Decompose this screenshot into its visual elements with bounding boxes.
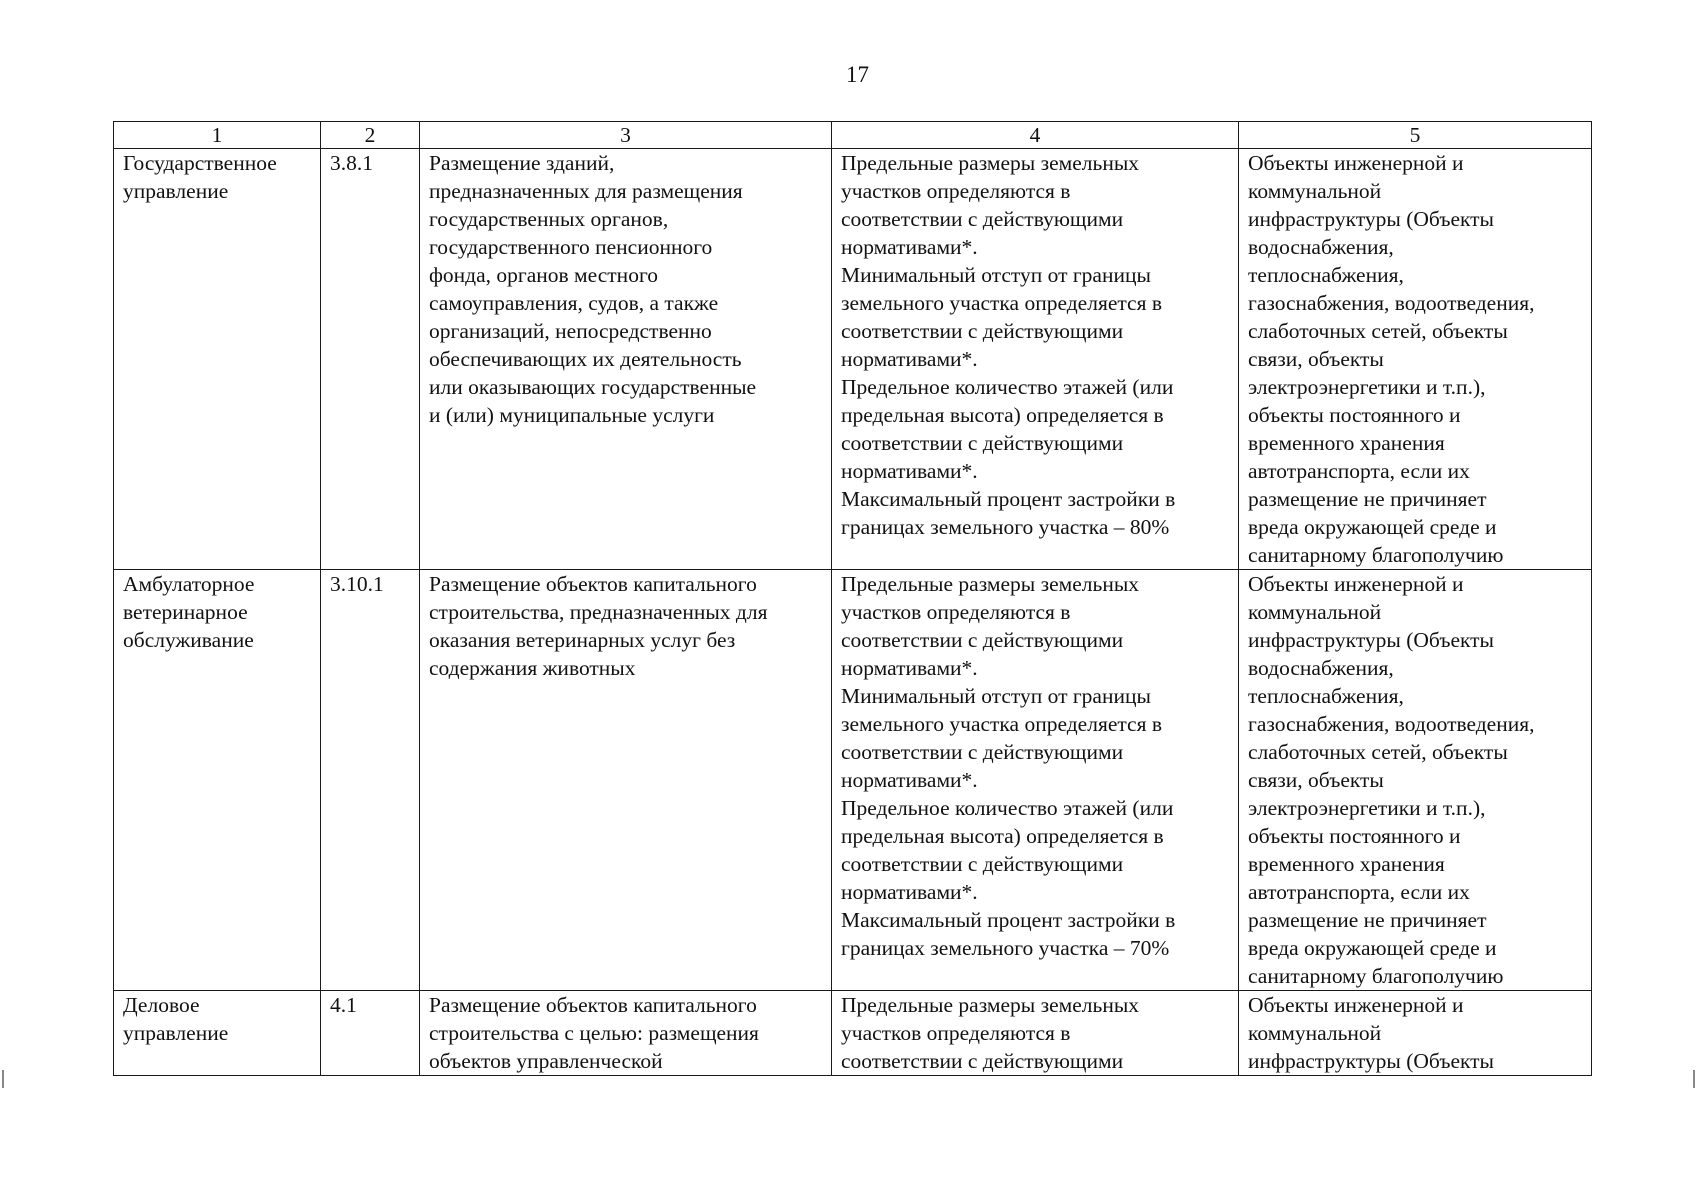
cell-auxiliary-line: размещение не причиняет: [1248, 908, 1487, 932]
cell-auxiliary-line: связи, объекты: [1248, 768, 1384, 792]
cell-parameters-line: нормативами*.: [841, 768, 978, 792]
cell-parameters-line: предельная высота) определяется в: [841, 824, 1164, 848]
cell-name: [114, 570, 321, 991]
cell-auxiliary-line: связи, объекты: [1248, 347, 1384, 371]
column-header-2: 2: [321, 122, 420, 149]
column-header-3: 3: [420, 122, 832, 149]
cell-auxiliary-line: объекты постоянного и: [1248, 824, 1461, 848]
cell-description-line: организаций, непосредственно: [429, 319, 712, 343]
cell-description-line: и (или) муниципальные услуги: [429, 403, 715, 427]
cell-parameters-line: Минимальный отступ от границы: [841, 263, 1151, 287]
cell-parameters: [832, 149, 1239, 570]
cell-auxiliary-line: коммунальной: [1248, 179, 1382, 203]
cell-auxiliary-line: инфраструктуры (Объекты: [1248, 207, 1495, 231]
cell-name-line: Деловое: [123, 993, 200, 1017]
cell-auxiliary-line: размещение не причиняет: [1248, 487, 1487, 511]
cell-parameters-line: нормативами*.: [841, 656, 978, 680]
cell-name: [114, 991, 321, 1076]
cell-description-line: Размещение объектов капитального: [429, 993, 757, 1017]
cell-auxiliary-line: водоснабжения,: [1248, 656, 1394, 680]
cell-auxiliary-line: автотранспорта, если их: [1248, 880, 1470, 904]
cell-auxiliary-line: газоснабжения, водоотведения,: [1248, 712, 1535, 736]
cell-auxiliary-line: Объекты инженерной и: [1248, 993, 1464, 1017]
cell-name-line: Государственное: [123, 151, 277, 175]
cell-auxiliary-line: коммунальной: [1248, 1021, 1382, 1045]
cell-parameters-line: Предельное количество этажей (или: [841, 796, 1174, 820]
cell-auxiliary-line: электроэнергетики и т.п.),: [1248, 375, 1486, 399]
scan-mark-right: [1693, 1070, 1695, 1088]
cell-auxiliary: [1239, 570, 1592, 991]
cell-parameters-line: Предельное количество этажей (или: [841, 375, 1174, 399]
cell-auxiliary-line: теплоснабжения,: [1248, 684, 1404, 708]
scan-mark-left: [2, 1070, 4, 1088]
cell-auxiliary-line: временного хранения: [1248, 431, 1445, 455]
cell-description-line: Размещение зданий,: [429, 151, 615, 175]
column-header-1: 1: [114, 122, 321, 149]
cell-description-line: строительства с целью: размещения: [429, 1021, 759, 1045]
cell-parameters-line: земельного участка определяется в: [841, 712, 1162, 736]
cell-description-line: содержания животных: [429, 656, 636, 680]
cell-parameters-line: нормативами*.: [841, 880, 978, 904]
cell-auxiliary-line: слаботочных сетей, объекты: [1248, 740, 1508, 764]
cell-parameters-line: Минимальный отступ от границы: [841, 684, 1151, 708]
cell-code: 4.1: [321, 991, 420, 1076]
cell-description-line: государственных органов,: [429, 207, 669, 231]
cell-description-line: объектов управленческой: [429, 1049, 663, 1073]
page-number: 17: [846, 62, 869, 87]
cell-auxiliary: [1239, 991, 1592, 1076]
cell-parameters-line: границах земельного участка – 70%: [841, 936, 1170, 960]
cell-description-line: обеспечивающих их деятельность: [429, 347, 742, 371]
cell-parameters-line: участков определяются в: [841, 600, 1071, 624]
cell-parameters-line: Максимальный процент застройки в: [841, 908, 1176, 932]
cell-parameters-line: соответствии с действующими: [841, 852, 1124, 876]
cell-auxiliary-line: Объекты инженерной и: [1248, 151, 1464, 175]
cell-description-line: предназначенных для размещения: [429, 179, 743, 203]
cell-name-line: Амбулаторное: [123, 572, 255, 596]
cell-parameters-line: соответствии с действующими: [841, 740, 1124, 764]
cell-parameters-line: земельного участка определяется в: [841, 291, 1162, 315]
cell-auxiliary-line: санитарному благополучию: [1248, 543, 1504, 567]
cell-name-line: обслуживание: [123, 628, 254, 652]
cell-parameters-line: соответствии с действующими: [841, 207, 1124, 231]
cell-description-line: строительства, предназначенных для: [429, 600, 768, 624]
cell-name-line: управление: [123, 1021, 229, 1045]
cell-parameters-line: нормативами*.: [841, 347, 978, 371]
cell-parameters-line: Максимальный процент застройки в: [841, 487, 1176, 511]
cell-parameters-line: предельная высота) определяется в: [841, 403, 1164, 427]
cell-parameters-line: Предельные размеры земельных: [841, 993, 1140, 1017]
table-row: [114, 570, 1592, 991]
cell-description: [420, 149, 832, 570]
column-header-4: 4: [832, 122, 1239, 149]
cell-auxiliary-line: санитарному благополучию: [1248, 964, 1504, 988]
cell-description-line: оказания ветеринарных услуг без: [429, 628, 736, 652]
cell-description-line: Размещение объектов капитального: [429, 572, 757, 596]
cell-parameters-line: соответствии с действующими: [841, 431, 1124, 455]
cell-auxiliary-line: объекты постоянного и: [1248, 403, 1461, 427]
column-header-5: 5: [1239, 122, 1592, 149]
cell-auxiliary-line: инфраструктуры (Объекты: [1248, 1049, 1495, 1073]
cell-auxiliary-line: теплоснабжения,: [1248, 263, 1404, 287]
cell-auxiliary-line: вреда окружающей среде и: [1248, 936, 1497, 960]
cell-parameters-line: нормативами*.: [841, 459, 978, 483]
cell-description-line: фонда, органов местного: [429, 263, 658, 287]
cell-auxiliary-line: Объекты инженерной и: [1248, 572, 1464, 596]
cell-parameters-line: соответствии с действующими: [841, 319, 1124, 343]
table-row: [114, 991, 1592, 1076]
cell-code: 3.8.1: [321, 149, 420, 570]
cell-auxiliary: [1239, 149, 1592, 570]
cell-description-line: или оказывающих государственные: [429, 375, 757, 399]
cell-name-line: ветеринарное: [123, 600, 248, 624]
table-row: [114, 149, 1592, 570]
cell-parameters: [832, 991, 1239, 1076]
cell-auxiliary-line: электроэнергетики и т.п.),: [1248, 796, 1486, 820]
cell-auxiliary-line: инфраструктуры (Объекты: [1248, 628, 1495, 652]
cell-description-line: государственного пенсионного: [429, 235, 713, 259]
cell-parameters: [832, 570, 1239, 991]
cell-auxiliary-line: временного хранения: [1248, 852, 1445, 876]
table-header: [114, 122, 1592, 149]
cell-description: [420, 991, 832, 1076]
cell-parameters-line: нормативами*.: [841, 235, 978, 259]
cell-parameters-line: Предельные размеры земельных: [841, 572, 1140, 596]
cell-auxiliary-line: газоснабжения, водоотведения,: [1248, 291, 1535, 315]
cell-parameters-line: Предельные размеры земельных: [841, 151, 1140, 175]
zoning-table: [113, 121, 1592, 1076]
cell-code: 3.10.1: [321, 570, 420, 991]
cell-parameters-line: соответствии с действующими: [841, 628, 1124, 652]
cell-auxiliary-line: водоснабжения,: [1248, 235, 1394, 259]
header-row: [114, 122, 1592, 149]
cell-auxiliary-line: коммунальной: [1248, 600, 1382, 624]
cell-name-line: управление: [123, 179, 229, 203]
cell-parameters-line: границах земельного участка – 80%: [841, 515, 1170, 539]
cell-parameters-line: участков определяются в: [841, 1021, 1071, 1045]
cell-auxiliary-line: автотранспорта, если их: [1248, 459, 1470, 483]
cell-auxiliary-line: вреда окружающей среде и: [1248, 515, 1497, 539]
cell-parameters-line: соответствии с действующими: [841, 1049, 1124, 1073]
table-body: [114, 149, 1592, 1076]
cell-description: [420, 570, 832, 991]
cell-description-line: самоуправления, судов, а также: [429, 291, 719, 315]
cell-name: [114, 149, 321, 570]
cell-auxiliary-line: слаботочных сетей, объекты: [1248, 319, 1508, 343]
cell-parameters-line: участков определяются в: [841, 179, 1071, 203]
